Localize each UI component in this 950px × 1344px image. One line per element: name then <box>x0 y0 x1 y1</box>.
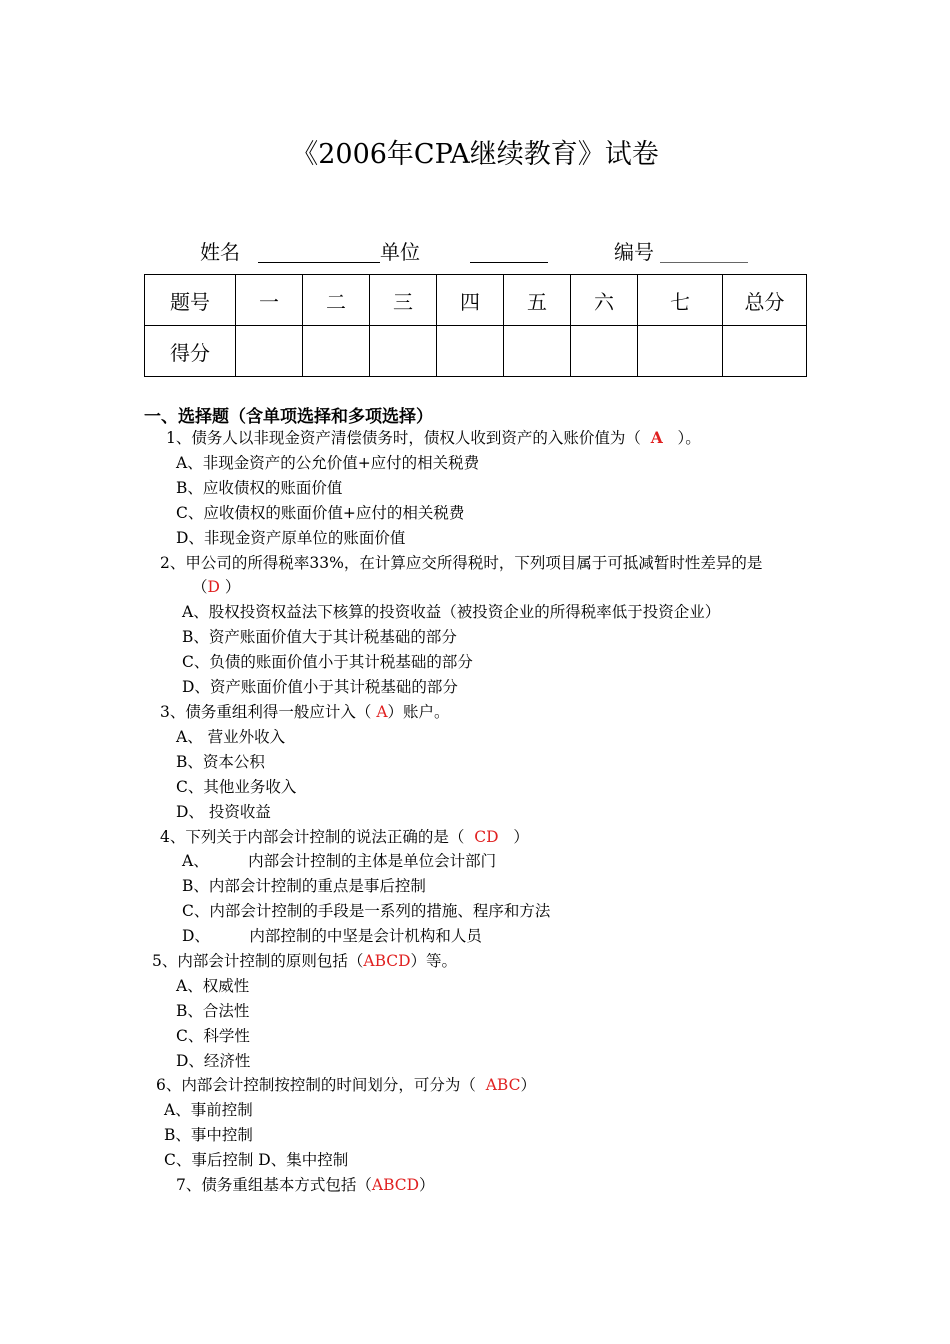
score-value-row <box>145 326 807 377</box>
question-5-stem: 5、内部会计控制的原则包括（ABCD）等。 <box>152 952 458 970</box>
question-7-answer: ABCD <box>371 1176 420 1194</box>
score-cell[interactable] <box>437 326 504 377</box>
header-cell: 四 <box>437 275 504 326</box>
name-label: 姓名 <box>200 240 240 264</box>
question-1-option: D、非现金资产原单位的账面价值 <box>176 529 406 547</box>
question-3-option: C、其他业务收入 <box>176 778 297 796</box>
header-cell: 五 <box>504 275 571 326</box>
number-blank <box>660 262 748 263</box>
question-1-option: B、应收债权的账面价值 <box>176 479 343 497</box>
question-3-answer: A <box>376 703 388 721</box>
score-cell[interactable] <box>638 326 723 377</box>
question-4-stem: 4、下列关于内部会计控制的说法正确的是（ CD ） <box>160 828 529 846</box>
row-label-cell: 得分 <box>145 326 236 377</box>
question-4-option: B、内部会计控制的重点是事后控制 <box>182 877 426 895</box>
name-blank <box>258 262 380 263</box>
question-4-option: D、 内部控制的中坚是会计机构和人员 <box>182 927 482 945</box>
question-3-option: A、 营业外收入 <box>176 728 286 746</box>
header-cell: 题号 <box>145 275 236 326</box>
question-5-option: B、合法性 <box>176 1002 250 1020</box>
header-cell: 总分 <box>723 275 807 326</box>
score-cell[interactable] <box>370 326 437 377</box>
question-5-option: C、科学性 <box>176 1027 250 1045</box>
question-6-option: C、事后控制 D、集中控制 <box>164 1151 349 1169</box>
header-cell: 三 <box>370 275 437 326</box>
question-5-option: D、经济性 <box>176 1052 251 1070</box>
unit-label: 单位 <box>380 240 420 264</box>
score-cell[interactable] <box>571 326 638 377</box>
score-header-row <box>145 275 807 326</box>
question-2-option: B、资产账面价值大于其计税基础的部分 <box>182 628 457 646</box>
question-2-stem-line2: （D ） <box>192 578 241 596</box>
question-1-option: C、应收债权的账面价值+应付的相关税费 <box>176 504 465 522</box>
question-5-answer: ABCD <box>363 952 411 970</box>
question-7-stem: 7、债务重组基本方式包括（ABCD） <box>176 1176 435 1194</box>
score-cell[interactable] <box>504 326 571 377</box>
question-3-option: D、 投资收益 <box>176 803 271 821</box>
number-label: 编号 <box>614 240 654 264</box>
question-1-option: A、非现金资产的公允价值+应付的相关税费 <box>176 454 480 472</box>
header-cell: 二 <box>303 275 370 326</box>
question-1-stem: 1、债务人以非现金资产清偿债务时，债权人收到资产的入账价值为（ A ）。 <box>166 428 701 447</box>
question-1-answer: A <box>650 428 663 447</box>
exam-title: 《2006年CPA继续教育》试卷 <box>291 139 659 170</box>
question-3-stem: 3、债务重组利得一般应计入（ A）账户。 <box>160 703 450 721</box>
score-cell[interactable] <box>236 326 303 377</box>
question-6-option: A、事前控制 <box>164 1101 253 1119</box>
header-cell: 七 <box>638 275 723 326</box>
question-6-answer: ABC <box>485 1076 521 1094</box>
question-4-option: A、 内部会计控制的主体是单位会计部门 <box>182 852 497 870</box>
question-2-option: C、负债的账面价值小于其计税基础的部分 <box>182 653 473 671</box>
question-2-answer: D <box>207 578 220 596</box>
header-cell: 六 <box>571 275 638 326</box>
question-2-option: D、资产账面价值小于其计税基础的部分 <box>182 678 458 696</box>
score-cell[interactable] <box>303 326 370 377</box>
question-4-answer: CD <box>474 828 499 846</box>
header-cell: 一 <box>236 275 303 326</box>
question-2-option: A、股权投资权益法下核算的投资收益（被投资企业的所得税率低于投资企业） <box>182 603 721 621</box>
question-5-option: A、权威性 <box>176 977 250 995</box>
question-3-option: B、资本公积 <box>176 753 265 771</box>
score-table <box>144 274 807 377</box>
score-cell[interactable] <box>723 326 807 377</box>
question-6-stem: 6、内部会计控制按控制的时间划分，可分为（ ABC） <box>156 1076 536 1094</box>
candidate-info <box>200 236 760 268</box>
question-4-option: C、内部会计控制的手段是一系列的措施、程序和方法 <box>182 902 551 920</box>
unit-blank <box>470 262 548 263</box>
question-6-option: B、事中控制 <box>164 1126 253 1144</box>
section-title: 一、选择题（含单项选择和多项选择） <box>144 407 433 427</box>
question-2-stem: 2、甲公司的所得税率33%，在计算应交所得税时，下列项目属于可抵减暂时性差异的是 <box>160 554 763 572</box>
